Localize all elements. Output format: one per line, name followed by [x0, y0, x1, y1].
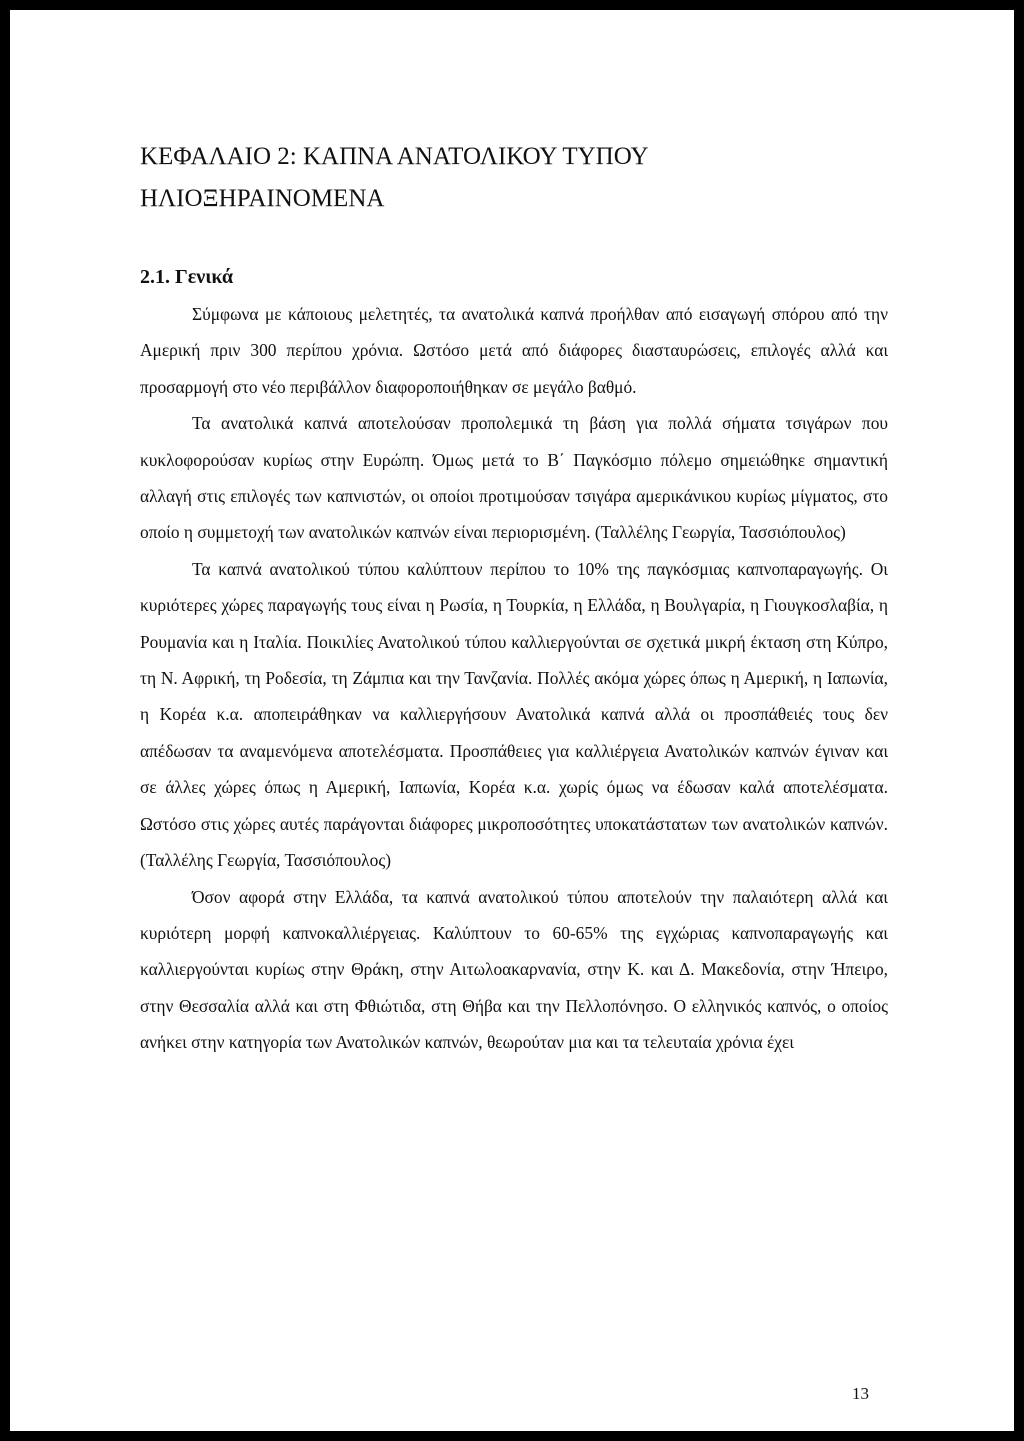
document-page: [10, 10, 1014, 1431]
chapter-title-line-1: ΚΕΦΑΛΑΙΟ 2: ΚΑΠΝΑ ΑΝΑΤΟΛΙΚΟΥ ΤΥΠΟΥ: [140, 143, 649, 170]
paragraph-history: Τα ανατολικά καπνά αποτελούσαν προπολεμικά τη βάση για πολλά σήματα τσιγάρων που κυκλοφορούσαν κυρίως στην Ευρώπη. Όμως μετά το Β΄ Παγκόσμιο πόλεμο σημειώθηκε σημαντική αλλαγή στις επιλογές των καπνιστών, οι οποίοι προτιμούσαν τσιγάρα αμερικάνικου κυρίως μίγματος, στο οποίο η συμμετοχή των ανατολικών καπνών είναι περιορισμένη. (Ταλλέλης Γεωργία, Τασσιόπουλος): [140, 413, 888, 543]
paragraph-greece: Όσον αφορά στην Ελλάδα, τα καπνά ανατολικού τύπου αποτελούν την παλαιότερη αλλά και κυριότερη μορφή καπνοκαλλιέργειας. Καλύπτουν το 60-65% της εγχώριας καπνοπαραγωγής και καλλιεργούνται κυρίως στην Θράκη, στην Αιτωλοακαρνανία, στην Κ. και Δ. Μακεδονία, στην Ήπειρο, στην Θεσσαλία αλλά και στη Φθιώτιδα, στη Θήβα και την Πελλοπόνησο. Ο ελληνικός καπνός, ο οποίος ανήκει στην κατηγορία των Ανατολικών καπνών, θεωρούταν μια και τα τελευταία χρόνια έχει: [140, 886, 888, 1053]
paragraph-origin: Σύμφωνα με κάποιους μελετητές, τα ανατολικά καπνά προήλθαν από εισαγωγή σπόρου από την Αμερική πριν 300 περίπου χρόνια. Ωστόσο μετά από διάφορες διασταυρώσεις, επιλογές αλλά και προσαρμογή στο νέο περιβάλλον διαφοροποιήθηκαν σε μεγάλο βαθμό.: [140, 304, 888, 397]
chapter-title: [140, 136, 888, 220]
page-number: 13: [852, 1384, 869, 1403]
paragraph-production: Τα καπνά ανατολικού τύπου καλύπτουν περίπου το 10% της παγκόσμιας καπνοπαραγωγής. Οι κυριότερες χώρες παραγωγής τους είναι η Ρωσία, η Τουρκία, η Ελλάδα, η Βουλγαρία, η Γιουγκοσλαβία, η Ρουμανία και η Ιταλία. Ποικιλίες Ανατολικού τύπου καλλιεργούνται σε σχετικά μικρή έκταση στη Κύπρο, τη Ν. Αφρική, τη Ροδεσία, τη Ζάμπια και την Τανζανία. Πολλές ακόμα χώρες όπως η Αμερική, η Ιαπωνία, η Κορέα κ.α. αποπειράθηκαν να καλλιεργήσουν Ανατολικά καπνά αλλά οι προσπάθειές τους δεν απέδωσαν τα αναμενόμενα αποτελέσματα. Προσπάθειες για καλλιέργεια Ανατολικών καπνών έγιναν και σε άλλες χώρες όπως η Αμερική, Ιαπωνία, Κορέα κ.α. χωρίς όμως να έδωσαν καλά αποτελέσματα. Ωστόσο στις χώρες αυτές παράγονται διάφορες μικροποσότητες υποκατάστατων των ανατολικών καπνών. (Ταλλέλης Γεωργία, Τασσιόπουλος): [140, 558, 888, 871]
chapter-title-line-2: ΗΛΙΟΞΗΡΑΙΝΟΜΕΝΑ: [140, 185, 385, 212]
section-title: 2.1. Γενικά: [140, 266, 234, 288]
page-content: [140, 136, 888, 1061]
